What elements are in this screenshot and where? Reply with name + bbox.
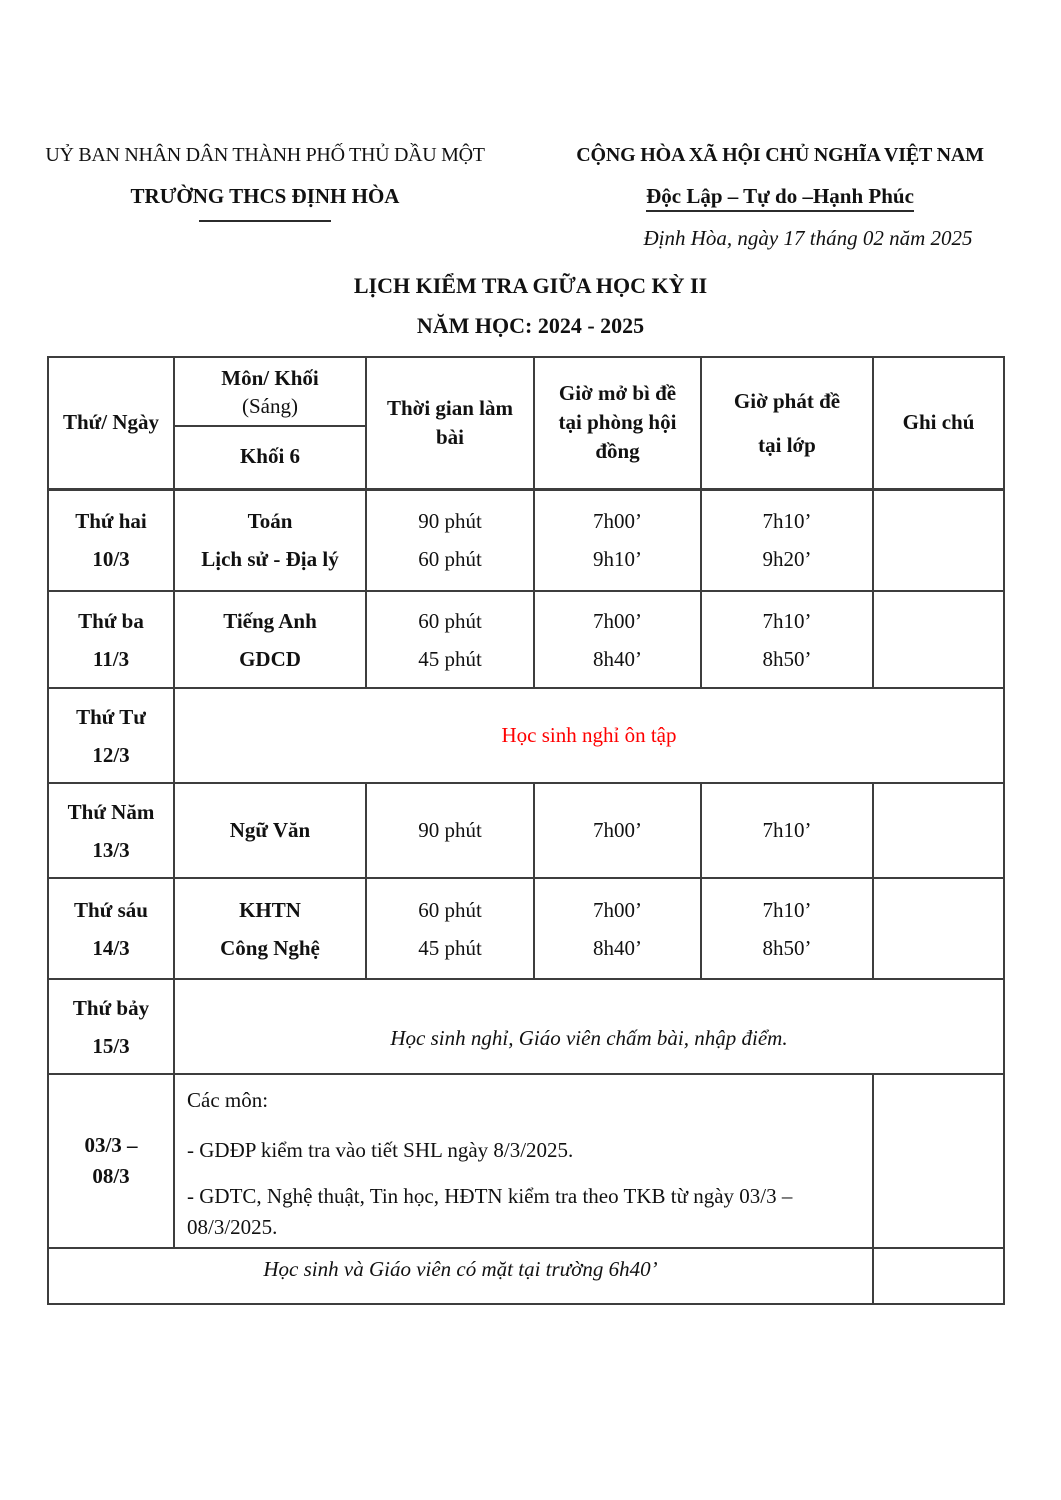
col-header-subject: [174, 357, 366, 489]
subject-cell: [174, 489, 366, 591]
col-header-open-time: [534, 357, 701, 489]
date-label: 10/3: [92, 547, 130, 572]
duration-line: 45 phút: [418, 935, 482, 960]
day-label: Thứ Tư: [76, 704, 146, 729]
col-header-duration-line2: bài: [435, 424, 464, 449]
day-label: Thứ Năm: [67, 799, 155, 824]
day-cell: [48, 489, 174, 591]
issue-time-line: 8h50’: [762, 935, 812, 960]
col-header-subject-line2: (Sáng): [242, 393, 298, 418]
duration-line: 45 phút: [418, 646, 482, 671]
date-label: 11/3: [92, 646, 130, 671]
open-time-cell: [534, 489, 701, 591]
subject-line: Tiếng Anh: [223, 608, 317, 633]
subject-line: Toán: [247, 509, 293, 534]
open-time-line: 7h00’: [593, 509, 642, 534]
date-label: 13/3: [92, 837, 130, 862]
day-cell: [48, 878, 174, 979]
col-header-issue-line2: tại lớp: [758, 432, 816, 457]
issue-time-line: 8h50’: [762, 646, 812, 671]
note-cell: [873, 1248, 1004, 1304]
school-name-underline: [199, 220, 331, 222]
place-date-line: Định Hòa, ngày 17 tháng 02 năm 2025: [643, 226, 973, 250]
open-time-cell: [534, 878, 701, 979]
col-header-open-line1: Giờ mở bì đề: [558, 381, 677, 406]
school-name: TRƯỜNG THCS ĐỊNH HÒA: [130, 184, 400, 208]
table-row-week-range: [48, 1074, 1004, 1248]
col-header-duration-line1: Thời gian làm: [387, 395, 513, 420]
col-header-open-line2: tại phòng hội: [558, 410, 677, 435]
duration-cell: 90 phút: [366, 783, 534, 878]
day-label: Thứ bảy: [72, 995, 150, 1020]
issue-time-cell: [701, 878, 873, 979]
subject-line: Công Nghệ: [220, 935, 320, 960]
col-header-subject-line1: Môn/ Khối: [221, 365, 319, 390]
issue-time-line: 7h10’: [762, 897, 812, 922]
col-header-note: Ghi chú: [873, 357, 1004, 489]
open-time-line: 7h00’: [593, 608, 642, 633]
subject-cell: [174, 878, 366, 979]
table-row-footer: [48, 1248, 1004, 1304]
day-cell: [48, 688, 174, 783]
col-header-subject-top: [175, 358, 365, 427]
col-header-open-line3: đồng: [595, 439, 640, 464]
title-line2: NĂM HỌC: 2024 - 2025: [416, 313, 645, 338]
issue-time-cell: 7h10’: [701, 783, 873, 878]
letterhead-right: [545, 142, 1015, 251]
national-header: CỘNG HÒA XÃ HỘI CHỦ NGHĨA VIỆT NAM: [576, 144, 984, 166]
national-motto: [545, 183, 1015, 209]
day-label: Thứ hai: [75, 509, 147, 534]
date-range-line: 08/3: [92, 1164, 130, 1188]
day-cell: [48, 783, 174, 878]
subject-cell: Ngữ Văn: [174, 783, 366, 878]
other-subjects-item: - GDĐP kiểm tra vào tiết SHL ngày 8/3/2025.: [187, 1138, 574, 1162]
date-label: 14/3: [92, 935, 130, 960]
document-title: [0, 272, 1061, 340]
col-header-duration: [366, 357, 534, 489]
col-header-grade: Khối 6: [239, 443, 301, 468]
note-cell: [873, 591, 1004, 688]
review-break-cell: Học sinh nghỉ ôn tập: [174, 688, 1004, 783]
org-name: UỶ BAN NHÂN DÂN THÀNH PHỐ THỦ DẦU MỘT: [45, 144, 485, 166]
day-label: Thứ ba: [78, 608, 144, 633]
table-row-tuesday: [48, 591, 1004, 688]
subject-cell: [174, 591, 366, 688]
grading-day-cell: Học sinh nghỉ, Giáo viên chấm bài, nhập điểm.: [174, 979, 1004, 1074]
table-row-friday: [48, 878, 1004, 979]
other-subjects-item: - GDTC, Nghệ thuật, Tin học, HĐTN kiểm tra theo TKB từ ngày 03/3 – 08/3/2025.: [187, 1184, 793, 1239]
national-motto-text: Độc Lập – Tự do –Hạnh Phúc: [646, 184, 914, 212]
col-header-issue-time: [701, 357, 873, 489]
note-cell: [873, 1074, 1004, 1248]
subject-line: KHTN: [239, 897, 301, 922]
open-time-line: 8h40’: [593, 646, 642, 671]
issue-time-line: 9h20’: [762, 547, 812, 572]
date-label: 12/3: [92, 742, 130, 767]
issue-time-cell: [701, 489, 873, 591]
open-time-line: 7h00’: [593, 897, 642, 922]
open-time-line: 9h10’: [593, 547, 642, 572]
issue-time-line: 7h10’: [762, 509, 812, 534]
other-subjects-cell: [174, 1074, 873, 1248]
note-cell: [873, 489, 1004, 591]
table-header-row: [48, 357, 1004, 489]
col-header-issue-line1: Giờ phát đề: [733, 388, 841, 413]
open-time-cell: 7h00’: [534, 783, 701, 878]
duration-cell: [366, 878, 534, 979]
title-line1: LỊCH KIỂM TRA GIỮA HỌC KỲ II: [353, 273, 708, 298]
attendance-note-cell: Học sinh và Giáo viên có mặt tại trường 6h40’: [48, 1248, 873, 1304]
open-time-cell: [534, 591, 701, 688]
subject-line: GDCD: [239, 646, 301, 671]
table-row-wednesday: [48, 688, 1004, 783]
day-cell: [48, 979, 174, 1074]
day-cell: [48, 591, 174, 688]
open-time-line: 8h40’: [593, 935, 642, 960]
day-label: Thứ sáu: [74, 897, 148, 922]
duration-cell: [366, 489, 534, 591]
table-row-thursday: [48, 783, 1004, 878]
exam-schedule-table: [47, 356, 1005, 1305]
letterhead-left: [18, 142, 512, 222]
note-cell: [873, 878, 1004, 979]
date-label: 15/3: [92, 1033, 130, 1058]
subject-line: Lịch sử - Địa lý: [201, 547, 339, 572]
duration-cell: [366, 591, 534, 688]
date-range-cell: [48, 1074, 174, 1248]
duration-line: 60 phút: [418, 608, 482, 633]
other-subjects-heading: Các môn:: [187, 1088, 269, 1112]
duration-line: 60 phút: [418, 547, 482, 572]
table-row-saturday: [48, 979, 1004, 1074]
duration-line: 90 phút: [418, 509, 482, 534]
date-range-line: 03/3 –: [84, 1133, 138, 1157]
note-cell: [873, 783, 1004, 878]
col-header-day: Thứ/ Ngày: [48, 357, 174, 489]
duration-line: 60 phút: [418, 897, 482, 922]
issue-time-cell: [701, 591, 873, 688]
table-row-monday: [48, 489, 1004, 591]
issue-time-line: 7h10’: [762, 608, 812, 633]
